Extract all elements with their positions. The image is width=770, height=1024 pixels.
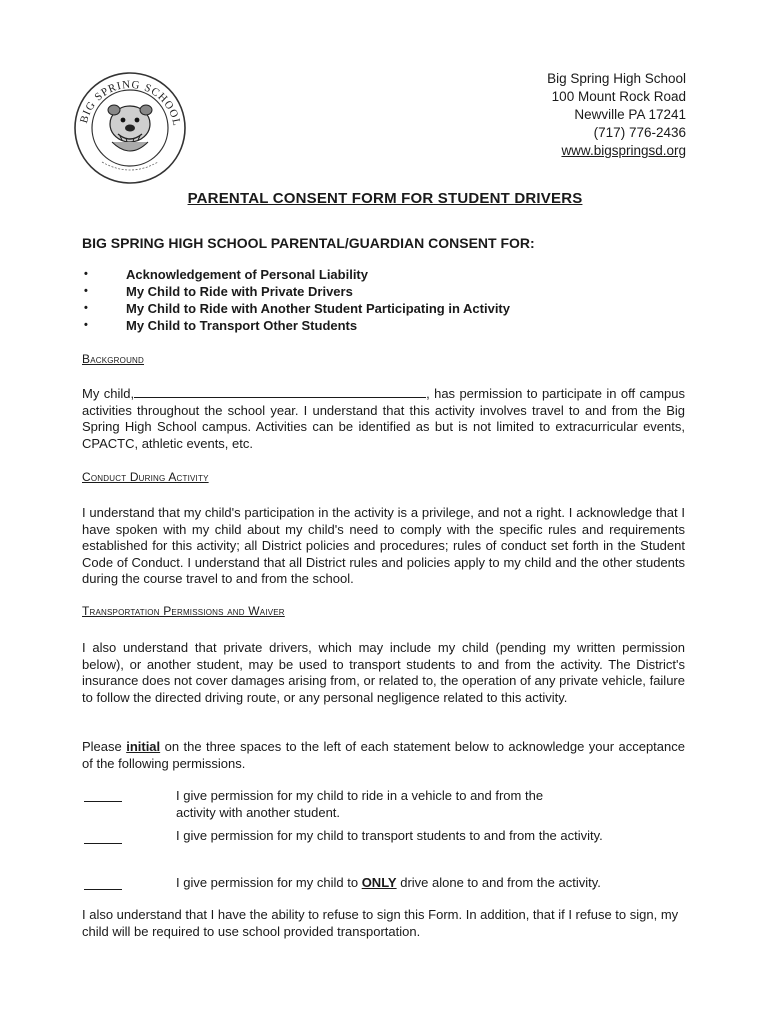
consent-heading: BIG SPRING HIGH SCHOOL PARENTAL/GUARDIAN CONSENT FOR: [82,235,535,251]
permission-transport [82,828,685,848]
bullet-icon: • [84,268,88,280]
transportation-heading: Transportation Permissions and Waiver [82,604,285,618]
permission-ride-text: I give permission for my child to ride in a vehicle to and from the activity with another student. [176,788,544,820]
school-name: Big Spring High School [547,71,686,86]
consent-list [82,266,510,334]
conduct-heading: Conduct During Activity [82,470,209,484]
permission-transport-text: I give permission for my child to transport students to and from the activity. [176,828,603,843]
bullet-icon: • [84,319,88,331]
seal-arc-text: BIG SPRING SCHOOL [77,78,183,128]
only-emphasis: ONLY [361,875,397,890]
phone-number: (717) 776-2436 [593,125,686,140]
school-district-seal-icon [72,70,188,186]
list-item: • Acknowledgement of Personal Liability [84,267,368,282]
street-address: 100 Mount Rock Road [551,89,686,104]
city-state-zip: Newville PA 17241 [574,107,686,122]
background-paragraph: My child, , has permission to participate in off campus activities throughout the school year. I understand that this activity involves travel to and from the Big Spring High School campus. Activities can be identified as but is not limited to extracurricular events, CPACTC, athletic events, etc. [82,386,685,451]
initial-field-transport[interactable] [84,843,122,844]
bullet-icon: • [84,285,88,297]
permission-drive-text: I give permission for my child to ONLY drive alone to and from the activity. [176,875,601,890]
transportation-paragraph: I also understand that private drivers, which may include my child (pending my written permission below), or another student, may be used to transport students to and from the activity. The District's insurance does not cover damages arising from, or related to, the operation of any private vehicle, failure to follow the directed driving route, or any personal negligence related to this activity. [82,640,685,705]
instructions-paragraph: Please initial on the three spaces to the left of each statement below to acknowledge your acceptance of the following permissions. [82,739,685,771]
initial-field-ride[interactable] [84,801,122,802]
list-item: • My Child to Transport Other Students [84,318,358,333]
conduct-paragraph: I understand that my child's participation in the activity is a privilege, and not a right. I acknowledge that I have spoken with my child about my child's need to comply with the specific rules and requirements established for this activity; all District policies and procedures; rules of conduct set forth in the Student Code of Conduct. I understand that all District rules and policies apply to my child and the other students during the course travel to and from the school. [82,505,685,587]
initial-emphasis: initial [126,739,161,754]
list-item: • My Child to Ride with Another Student Participating in Activity [84,301,510,316]
website-link[interactable]: www.bigspringsd.org [561,143,686,158]
list-item: • My Child to Ride with Private Drivers [84,284,353,299]
bullet-icon: • [84,302,88,314]
form-title: PARENTAL CONSENT FORM FOR STUDENT DRIVERS [187,190,583,207]
background-heading: Background [82,352,145,366]
school-address-block [547,70,686,160]
refusal-paragraph: I also understand that I have the ability to refuse to sign this Form. In addition, that if I refuse to sign, my child will be required to use school provided transportation. [82,907,679,939]
permission-drive [82,875,685,895]
initial-field-drive[interactable] [84,889,122,890]
permission-ride [82,788,685,824]
child-name-field[interactable] [134,386,426,398]
